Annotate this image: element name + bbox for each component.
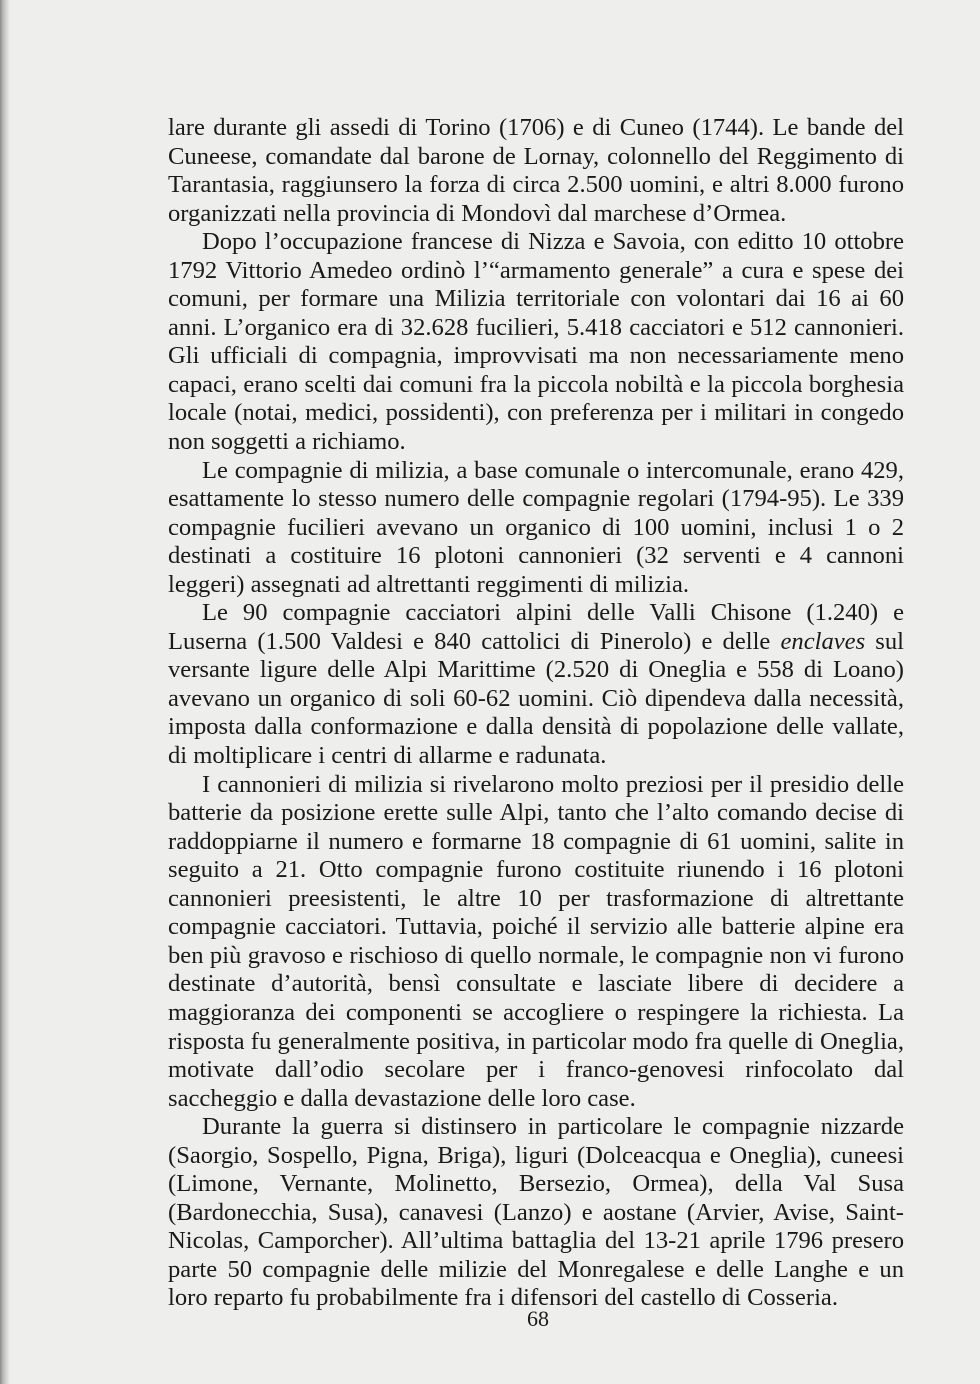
paragraph-5: I cannonieri di milizia si rivelarono molto preziosi per il presidio delle batterie da posizione erette sulle Alpi, tanto che l’alto comando decise di raddoppiarne il numero e formarne 18 compagnie di 61 uomini, salite in seguito a 21. Otto compagnie furono costituite riunendo i 16 plotoni cannonieri preesistenti, le altre 10 per trasformazione di altrettante compagnie cacciatori. Tuttavia, poiché il servizio alle batterie alpine era ben più gravoso e rischioso di quello normale, le compagnie non vi furono destinate d’autorità, bensì consultate e lasciate libere di decidere a maggioranza dei componenti se accogliere o respingere la richiesta. La risposta fu generalmente positiva, in particolar modo fra quelle di Oneglia, motivate dall’odio secolare per i franco-genovesi rinfocolato dal saccheggio e dalla devastazione delle loro case. xyxy=(168,770,904,1112)
paragraph-6: Durante la guerra si distinsero in particolare le compagnie nizzarde (Saorgio, Sospello, Pigna, Briga), liguri (Dolceacqua e Oneglia), cuneesi (Limone, Vernante, Molinetto, Bersezio, Ormea), della Val Susa (Bardonecchia, Susa), canavesi (Lanzo) e aostane (Arvier, Avise, Saint-Nicolas, Camporcher). All’ultima battaglia del 13-21 aprile 1796 presero parte 50 compagnie delle milizie del Monregalese e delle Langhe e un loro reparto fu probabilmente fra i difensori del castello di Cosseria. xyxy=(168,1113,904,1312)
paragraph-3: Le compagnie di milizia, a base comunale o intercomunale, erano 429, esattamente lo stesso numero delle compagnie regolari (1794-95). Le 339 compagnie fucilieri avevano un organico di 100 uomini, inclusi 1 o 2 destinati a costituire 16 plotoni cannonieri (32 serventi e 4 cannoni leggeri) assegnati ad altrettanti reggimenti di milizia. xyxy=(168,456,904,598)
paragraph-4-part-2: sul versante ligure delle Alpi Marittime (2.520 di Oneglia e 558 di Loano) avevano un organico di soli 60-62 uomini. Ciò dipendeva dalla necessità, imposta dalla conformazione e dalla densità di popolazione delle vallate, di moltiplicare i centri di allarme e radunata. xyxy=(168,627,904,770)
paragraph-4-part-1: Le 90 compagnie cacciatori alpini delle Valli Chisone (1.240) e Luserna (1.500 Valdesi e 840 cattolici di Pinerolo) e delle xyxy=(168,599,904,655)
page-number: 68 xyxy=(527,1306,549,1331)
paragraph-4-italic-term: enclaves xyxy=(780,627,866,655)
page-binding-edge xyxy=(0,0,10,1384)
paragraph-4 xyxy=(168,599,904,770)
paragraph-1: lare durante gli assedi di Torino (1706) e di Cuneo (1744). Le bande del Cuneese, comandate dal barone de Lornay, colonnello del Reggimento di Tarantasia, raggiunsero la forza di circa 2.500 uomini, e altri 8.000 furono organizzati nella provincia di Mondovì dal marchese d’Ormea. xyxy=(168,114,904,227)
body-text xyxy=(168,114,904,1313)
paragraph-2: Dopo l’occupazione francese di Nizza e Savoia, con editto 10 ottobre 1792 Vittorio Amedeo ordinò l’“armamento generale” a cura e spese dei comuni, per formare una Milizia territoriale con volontari dai 16 ai 60 anni. L’organico era di 32.628 fucilieri, 5.418 cacciatori e 512 cannonieri. Gli ufficiali di compagnia, improvvisati ma non necessariamente meno capaci, erano scelti dai comuni fra la piccola nobiltà e la piccola borghesia locale (notai, medici, possidenti), con preferenza per i militari in congedo non soggetti a richiamo. xyxy=(168,228,904,456)
